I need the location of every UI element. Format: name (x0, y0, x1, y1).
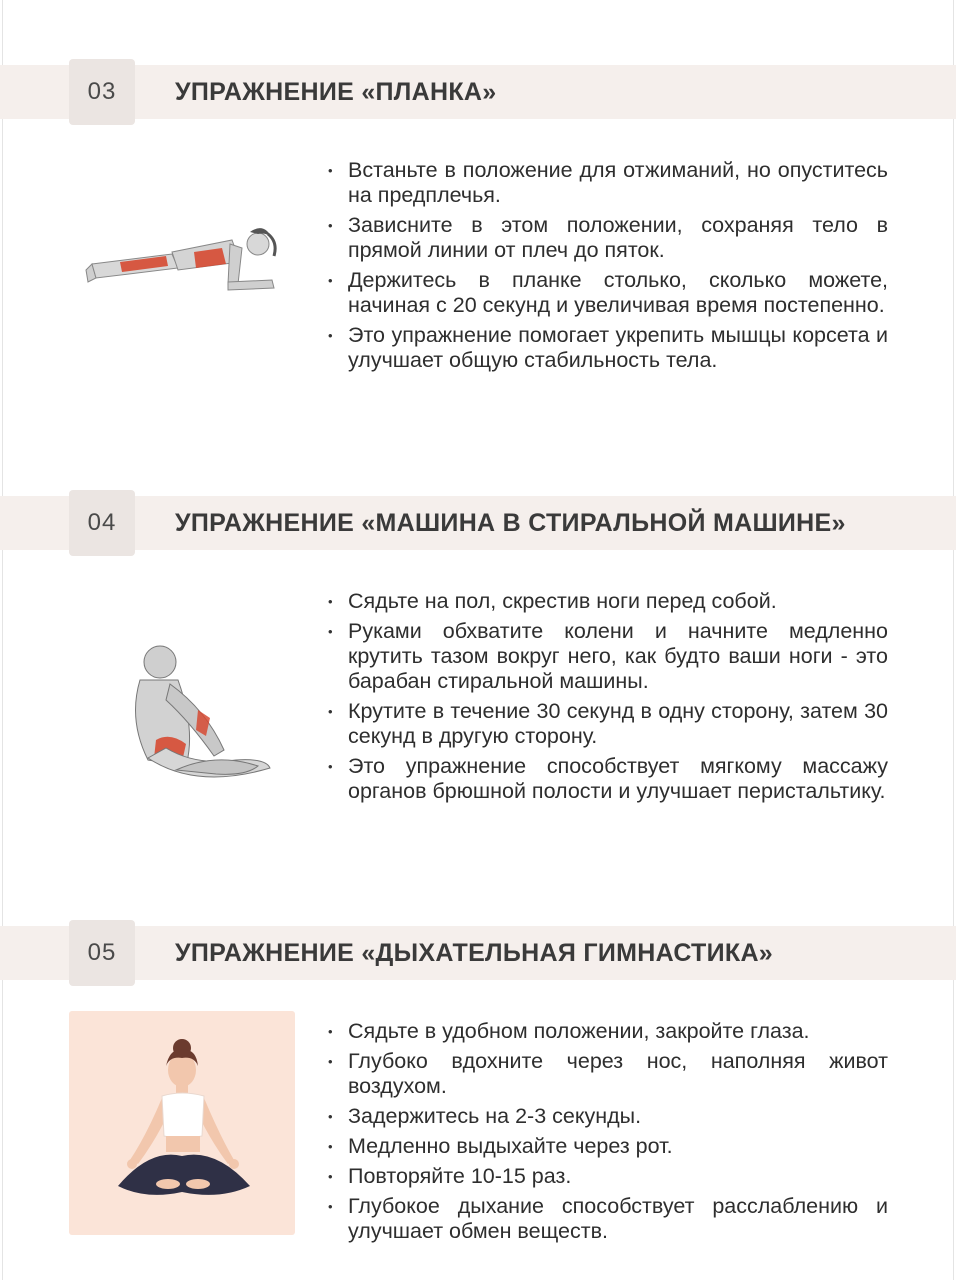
bullet-item: • Держитесь в планке столько, сколько можете, начиная с 20 секунд и увеличивая время постепенно. (326, 268, 888, 318)
section-03-bullets (326, 158, 888, 378)
bullet-item: • Встаньте в положение для отжиманий, но опуститесь на предплечья. (326, 158, 888, 208)
section-title-03: УПРАЖНЕНИЕ «ПЛАНКА» (175, 77, 497, 106)
meditation-pose-illustration (110, 1036, 260, 1216)
seated-rotation-illustration (126, 640, 276, 790)
bullet-item: • Глубокое дыхание способствует расслаблению и улучшает обмен веществ. (326, 1194, 888, 1244)
section-05-bullets (326, 1019, 888, 1249)
bullet-item: • Медленно выдыхайте через рот. (326, 1134, 888, 1159)
bullet-item: • Сядьте в удобном положении, закройте глаза. (326, 1019, 888, 1044)
bullet-item: • Это упражнение способствует мягкому массажу органов брюшной полости и улучшает перистальтику. (326, 754, 888, 804)
bullet-item: • Задержитесь на 2-3 секунды. (326, 1104, 888, 1129)
section-title-05: УПРАЖНЕНИЕ «ДЫХАТЕЛЬНАЯ ГИМНАСТИКА» (175, 938, 774, 967)
bullet-item: • Это упражнение помогает укрепить мышцы корсета и улучшает общую стабильность тела. (326, 323, 888, 373)
section-number-05: 05 (69, 920, 135, 986)
section-number-03: 03 (69, 59, 135, 125)
section-number-04: 04 (69, 490, 135, 556)
bullet-item: • Сядьте на пол, скрестив ноги перед собой. (326, 589, 888, 614)
bullet-item: • Зависните в этом положении, сохраняя тело в прямой линии от плеч до пяток. (326, 213, 888, 263)
bullet-item: • Руками обхватите колени и начните медленно крутить тазом вокруг него, как будто ваши ноги - это барабан стиральной машины. (326, 619, 888, 694)
bullet-item: • Крутите в течение 30 секунд в одну сторону, затем 30 секунд в другую сторону. (326, 699, 888, 749)
bullet-item: • Глубоко вдохните через нос, наполняя живот воздухом. (326, 1049, 888, 1099)
plank-exercise-illustration (82, 218, 282, 298)
bullet-item: • Повторяйте 10-15 раз. (326, 1164, 888, 1189)
section-title-04: УПРАЖНЕНИЕ «МАШИНА В СТИРАЛЬНОЙ МАШИНЕ» (175, 508, 846, 537)
section-04-bullets (326, 589, 888, 809)
